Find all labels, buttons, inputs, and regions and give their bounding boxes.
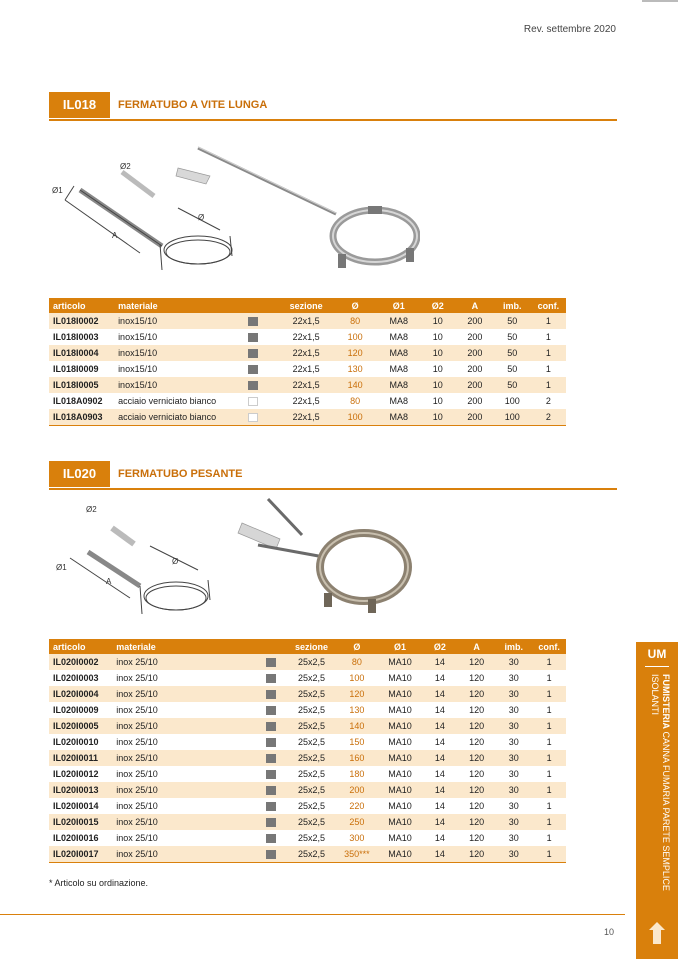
label-a: A [106, 577, 112, 586]
cell-conf: 1 [531, 313, 566, 329]
material-color-swatch [248, 317, 258, 326]
material-color-swatch [248, 333, 258, 342]
cell-a: 120 [469, 769, 485, 779]
cell-conf: 1 [546, 705, 552, 715]
col-articolo: articolo [49, 298, 114, 313]
material-color-swatch [266, 786, 276, 795]
col-colore [255, 639, 288, 654]
cell-imb: 30 [495, 846, 532, 863]
section-title: FERMATUBO A VITE LUNGA [118, 99, 268, 111]
material-color-swatch [266, 658, 276, 667]
cell-d1: MA10 [378, 846, 421, 863]
col-d2: Ø2 [422, 639, 459, 654]
cell-a: 120 [469, 833, 485, 843]
cell-sezione: 25x2,5 [297, 737, 325, 747]
cell-sezione: 25x2,5 [288, 718, 335, 734]
material-color-swatch [266, 850, 276, 859]
tab-divider [645, 666, 669, 667]
cell-articolo: IL020I0002 [49, 654, 112, 670]
cell-materiale: inox 25/10 [116, 673, 158, 683]
section-header-il020 [49, 461, 617, 487]
cell-color-swatch [255, 846, 288, 863]
cell-d: 80 [335, 654, 378, 670]
section-code: IL018 [49, 92, 110, 118]
cell-color-swatch [226, 313, 280, 329]
cell-imb: 50 [507, 332, 518, 342]
cell-imb: 30 [495, 654, 532, 670]
cell-a: 200 [456, 409, 494, 426]
cell-conf: 1 [532, 750, 566, 766]
spec-table-il018 [49, 298, 566, 426]
col-articolo: articolo [49, 639, 112, 654]
technical-drawing-il020 [50, 500, 225, 625]
cell-d1: MA10 [388, 833, 412, 843]
cell-imb: 100 [504, 396, 520, 406]
table-row [49, 654, 566, 670]
table-row [49, 361, 566, 377]
cell-d: 220 [349, 801, 365, 811]
cell-conf: 1 [546, 769, 552, 779]
cell-materiale: inox 25/10 [116, 705, 158, 715]
cell-sezione: 25x2,5 [288, 782, 335, 798]
cell-d: 140 [335, 718, 378, 734]
cell-imb: 30 [495, 718, 532, 734]
cell-articolo: IL018A0903 [49, 409, 114, 426]
cell-color-swatch [255, 814, 288, 830]
cell-color-swatch [255, 798, 288, 814]
col-d1: Ø1 [378, 639, 421, 654]
col-imb: imb. [494, 298, 531, 313]
material-color-swatch [266, 834, 276, 843]
material-color-swatch [266, 674, 276, 683]
category-subtitle: CANNA FUMARIA PARETE SEMPLICE ISOLANTI [650, 674, 671, 891]
cell-color-swatch [226, 329, 280, 345]
cell-a: 200 [467, 332, 483, 342]
cell-imb: 30 [495, 782, 532, 798]
cell-materiale: inox 25/10 [112, 782, 255, 798]
cell-sezione: 25x2,5 [297, 769, 325, 779]
cell-d: 300 [349, 833, 365, 843]
material-color-swatch [248, 381, 258, 390]
cell-d2: 10 [420, 377, 456, 393]
table-header-row [49, 639, 566, 654]
cell-color-swatch [255, 750, 288, 766]
cell-materiale: inox 25/10 [112, 654, 255, 670]
col-d: Ø [332, 298, 377, 313]
cell-d1: MA8 [378, 313, 420, 329]
label-a: A [112, 231, 118, 240]
cell-d: 250 [335, 814, 378, 830]
table-row [49, 734, 566, 750]
table-row [49, 670, 566, 686]
cell-articolo: IL020I0017 [49, 846, 112, 863]
material-color-swatch [266, 738, 276, 747]
cell-imb: 30 [495, 686, 532, 702]
cell-a: 200 [467, 396, 483, 406]
cell-color-swatch [255, 718, 288, 734]
cell-articolo: IL020I0014 [53, 801, 99, 811]
cell-materiale: inox 25/10 [116, 833, 158, 843]
table-row [49, 846, 566, 863]
section-header-il018 [49, 92, 617, 118]
cell-sezione: 22x1,5 [292, 332, 320, 342]
cell-materiale: inox15/10 [114, 377, 226, 393]
cell-articolo: IL020I0003 [53, 673, 99, 683]
col-imb: imb. [495, 639, 532, 654]
material-color-swatch [266, 754, 276, 763]
material-color-swatch [266, 770, 276, 779]
cell-color-swatch [226, 377, 280, 393]
cell-conf: 2 [531, 409, 566, 426]
cell-articolo: IL018I0009 [53, 364, 99, 374]
cell-imb: 30 [495, 814, 532, 830]
cell-a: 120 [458, 686, 495, 702]
cell-d: 350*** [335, 846, 378, 863]
cell-a: 120 [458, 750, 495, 766]
cell-d1: MA10 [378, 686, 421, 702]
cell-sezione: 25x2,5 [288, 686, 335, 702]
material-color-swatch [266, 722, 276, 731]
cell-articolo: IL020I0012 [53, 769, 99, 779]
cell-d: 200 [335, 782, 378, 798]
cell-d1: MA10 [388, 705, 412, 715]
cell-materiale: inox 25/10 [112, 814, 255, 830]
cell-d: 160 [335, 750, 378, 766]
cell-d: 120 [332, 345, 377, 361]
cell-d: 80 [332, 313, 377, 329]
cell-imb: 30 [508, 801, 519, 811]
cell-d: 100 [349, 673, 365, 683]
col-conf: conf. [532, 639, 566, 654]
material-color-swatch [248, 365, 258, 374]
cell-d2: 14 [422, 814, 459, 830]
cell-imb: 100 [494, 409, 531, 426]
table-row [49, 345, 566, 361]
cell-d1: MA8 [378, 345, 420, 361]
cell-imb: 30 [508, 737, 519, 747]
cell-sezione: 22x1,5 [280, 313, 333, 329]
table-row [49, 830, 566, 846]
cell-a: 200 [456, 313, 494, 329]
up-arrow-icon [649, 922, 665, 944]
cell-conf: 1 [546, 801, 552, 811]
col-materiale: materiale [112, 639, 255, 654]
cell-articolo: IL020I0009 [53, 705, 99, 715]
spec-table-il020 [49, 639, 566, 863]
cell-articolo: IL020I0005 [49, 718, 112, 734]
cell-color-swatch [226, 393, 280, 409]
cell-d1: MA8 [378, 377, 420, 393]
table-row [49, 329, 566, 345]
col-a: A [458, 639, 495, 654]
table-row [49, 766, 566, 782]
cell-conf: 1 [531, 345, 566, 361]
cell-conf: 2 [545, 396, 551, 406]
cell-d2: 14 [434, 769, 445, 779]
cell-a: 120 [458, 846, 495, 863]
label-d2: Ø2 [86, 505, 97, 514]
material-color-swatch [248, 397, 258, 406]
cell-sezione: 25x2,5 [297, 673, 325, 683]
cell-articolo: IL018I0003 [53, 332, 99, 342]
cell-a: 120 [458, 782, 495, 798]
cell-d: 140 [332, 377, 377, 393]
footer-rule [0, 914, 625, 915]
category-code: UM [647, 647, 667, 661]
top-corner-line [642, 0, 678, 2]
col-sezione: sezione [288, 639, 335, 654]
cell-d1: MA10 [388, 673, 412, 683]
cell-articolo: IL018A0902 [53, 396, 103, 406]
cell-color-swatch [255, 702, 288, 718]
cell-d1: MA8 [378, 409, 420, 426]
material-color-swatch [266, 690, 276, 699]
col-conf: conf. [531, 298, 566, 313]
section-rule [49, 488, 617, 490]
cell-sezione: 22x1,5 [292, 396, 320, 406]
cell-color-swatch [226, 409, 280, 426]
cell-d: 80 [350, 396, 361, 406]
cell-color-swatch [255, 734, 288, 750]
col-d1: Ø1 [378, 298, 420, 313]
cell-articolo: IL018I0005 [49, 377, 114, 393]
cell-d1: MA10 [388, 801, 412, 811]
table-row [49, 814, 566, 830]
cell-a: 120 [469, 673, 485, 683]
material-color-swatch [266, 802, 276, 811]
cell-conf: 1 [532, 782, 566, 798]
cell-d1: MA10 [388, 737, 412, 747]
col-colore [226, 298, 280, 313]
cell-a: 200 [456, 345, 494, 361]
table-row [49, 782, 566, 798]
cell-color-swatch [255, 782, 288, 798]
product-photo-il018 [170, 140, 420, 290]
cell-a: 120 [469, 801, 485, 811]
label-d1: Ø1 [52, 186, 63, 195]
cell-a: 200 [467, 364, 483, 374]
product-photo-il020 [232, 495, 422, 625]
cell-color-swatch [255, 670, 288, 686]
cell-d2: 14 [422, 750, 459, 766]
category-text [640, 674, 674, 914]
cell-d1: MA10 [378, 718, 421, 734]
cell-articolo: IL020I0010 [53, 737, 99, 747]
cell-imb: 50 [494, 313, 531, 329]
cell-d1: MA10 [378, 750, 421, 766]
cell-conf: 1 [546, 737, 552, 747]
cell-articolo: IL020I0016 [53, 833, 99, 843]
cell-d2: 14 [422, 782, 459, 798]
category-name: FUMISTERIA [661, 674, 671, 729]
section-code: IL020 [49, 461, 110, 487]
cell-a: 120 [458, 718, 495, 734]
cell-d: 150 [349, 737, 365, 747]
cell-color-swatch [255, 686, 288, 702]
page-number: 10 [604, 927, 615, 937]
revision-date: Rev. settembre 2020 [523, 24, 616, 35]
cell-articolo: IL020I0011 [49, 750, 112, 766]
cell-d1: MA10 [388, 769, 412, 779]
material-color-swatch [248, 413, 258, 422]
cell-d2: 10 [420, 313, 456, 329]
side-category-tab [636, 642, 678, 959]
cell-conf: 1 [546, 673, 552, 683]
cell-a: 200 [456, 377, 494, 393]
cell-materiale: inox 25/10 [112, 718, 255, 734]
cell-d2: 14 [434, 801, 445, 811]
cell-d1: MA10 [378, 782, 421, 798]
cell-imb: 30 [508, 705, 519, 715]
label-d1: Ø1 [56, 563, 67, 572]
cell-materiale: inox 25/10 [112, 686, 255, 702]
cell-d2: 10 [432, 396, 443, 406]
col-d: Ø [335, 639, 378, 654]
cell-d2: 10 [420, 345, 456, 361]
cell-d2: 10 [420, 409, 456, 426]
cell-d1: MA10 [378, 654, 421, 670]
cell-conf: 1 [545, 332, 551, 342]
cell-a: 120 [469, 705, 485, 715]
cell-sezione: 25x2,5 [288, 814, 335, 830]
cell-sezione: 25x2,5 [297, 801, 325, 811]
cell-d: 100 [332, 409, 377, 426]
cell-materiale: acciaio verniciato bianco [114, 409, 226, 426]
cell-d2: 10 [432, 364, 443, 374]
cell-sezione: 22x1,5 [280, 345, 333, 361]
cell-a: 120 [458, 654, 495, 670]
cell-d2: 14 [434, 833, 445, 843]
col-materiale: materiale [114, 298, 226, 313]
cell-sezione: 25x2,5 [297, 833, 325, 843]
cell-materiale: inox15/10 [118, 332, 158, 342]
col-d2: Ø2 [420, 298, 456, 313]
cell-materiale: inox 25/10 [116, 801, 158, 811]
table-row [49, 798, 566, 814]
cell-conf: 1 [532, 686, 566, 702]
cell-d1: MA10 [378, 814, 421, 830]
cell-articolo: IL020I0013 [49, 782, 112, 798]
cell-color-swatch [226, 361, 280, 377]
cell-d: 180 [349, 769, 365, 779]
cell-sezione: 22x1,5 [280, 377, 333, 393]
material-color-swatch [266, 818, 276, 827]
cell-conf: 1 [532, 814, 566, 830]
cell-conf: 1 [532, 718, 566, 734]
cell-d1: MA8 [389, 364, 408, 374]
cell-a: 120 [458, 814, 495, 830]
table-header-row [49, 298, 566, 313]
cell-d2: 14 [434, 673, 445, 683]
cell-conf: 1 [546, 833, 552, 843]
table-row [49, 377, 566, 393]
table-row [49, 409, 566, 426]
cell-sezione: 25x2,5 [288, 846, 335, 863]
cell-materiale: inox 25/10 [116, 769, 158, 779]
cell-materiale: inox 25/10 [116, 737, 158, 747]
cell-d1: MA8 [389, 332, 408, 342]
material-color-swatch [266, 706, 276, 715]
cell-materiale: inox15/10 [118, 364, 158, 374]
cell-conf: 1 [532, 846, 566, 863]
cell-imb: 50 [507, 364, 518, 374]
table-row [49, 718, 566, 734]
table-row [49, 750, 566, 766]
cell-d: 120 [335, 686, 378, 702]
cell-color-swatch [226, 345, 280, 361]
cell-conf: 1 [532, 654, 566, 670]
cell-imb: 50 [494, 377, 531, 393]
footnote: * Articolo su ordinazione. [49, 878, 149, 888]
cell-materiale: inox 25/10 [112, 750, 255, 766]
cell-materiale: acciaio verniciato bianco [118, 396, 217, 406]
cell-d2: 14 [434, 705, 445, 715]
section-title: FERMATUBO PESANTE [118, 468, 243, 480]
cell-sezione: 25x2,5 [288, 750, 335, 766]
col-sezione: sezione [280, 298, 333, 313]
cell-d: 130 [349, 705, 365, 715]
cell-conf: 1 [545, 364, 551, 374]
table-row [49, 702, 566, 718]
cell-d2: 14 [434, 737, 445, 747]
cell-materiale: inox15/10 [114, 345, 226, 361]
cell-a: 120 [469, 737, 485, 747]
cell-sezione: 25x2,5 [288, 654, 335, 670]
cell-d: 130 [347, 364, 363, 374]
cell-sezione: 22x1,5 [280, 409, 333, 426]
cell-color-swatch [255, 654, 288, 670]
cell-articolo: IL020I0015 [49, 814, 112, 830]
cell-d: 100 [347, 332, 363, 342]
label-d: Ø [198, 213, 205, 222]
cell-sezione: 22x1,5 [292, 364, 320, 374]
cell-imb: 30 [508, 769, 519, 779]
cell-articolo: IL018I0002 [49, 313, 114, 329]
cell-imb: 30 [508, 673, 519, 683]
cell-d2: 14 [422, 686, 459, 702]
cell-d2: 14 [422, 718, 459, 734]
cell-color-swatch [255, 766, 288, 782]
cell-d2: 10 [432, 332, 443, 342]
label-d: Ø [172, 557, 179, 566]
cell-conf: 1 [531, 377, 566, 393]
material-color-swatch [248, 349, 258, 358]
cell-d2: 14 [422, 846, 459, 863]
table-row [49, 313, 566, 329]
cell-articolo: IL018I0004 [49, 345, 114, 361]
cell-d1: MA8 [389, 396, 408, 406]
cell-d2: 14 [422, 654, 459, 670]
cell-imb: 30 [495, 750, 532, 766]
cell-sezione: 25x2,5 [297, 705, 325, 715]
cell-imb: 50 [494, 345, 531, 361]
section-rule [49, 119, 617, 121]
label-d2: Ø2 [120, 162, 131, 171]
cell-materiale: inox15/10 [114, 313, 226, 329]
cell-imb: 30 [508, 833, 519, 843]
table-row [49, 393, 566, 409]
cell-materiale: inox 25/10 [112, 846, 255, 863]
cell-articolo: IL020I0004 [49, 686, 112, 702]
cell-color-swatch [255, 830, 288, 846]
table-row [49, 686, 566, 702]
col-a: A [456, 298, 494, 313]
